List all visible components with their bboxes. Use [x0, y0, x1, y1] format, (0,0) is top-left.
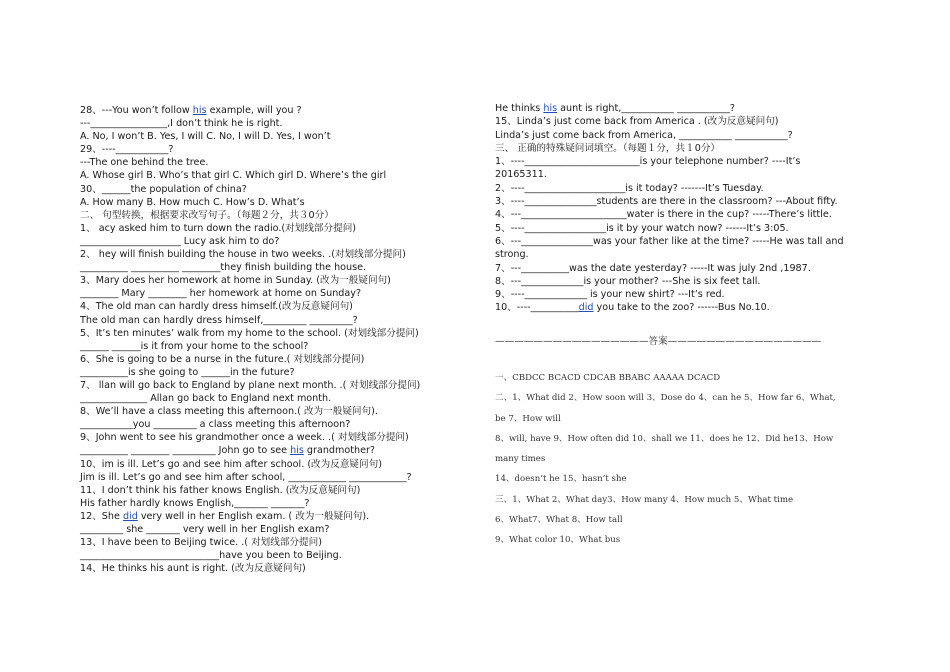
question-line [495, 195, 875, 208]
text-run: __________ __________ ________they finish building the house. [80, 262, 367, 274]
text-run: 11、I don’t think his father knows English. (改为反意疑问句) [80, 484, 361, 496]
question-line [80, 458, 460, 471]
question-line [80, 314, 460, 327]
question-line [80, 169, 460, 182]
question-line [80, 392, 460, 405]
answer-line: 一、CBDCC BCACD CDCAB BBABC AAAAA DCACD [495, 373, 721, 383]
text-run: 4、The old man can hardly dress himself.(改为反意疑问句) [80, 301, 353, 313]
left-column [80, 104, 460, 575]
question-line [495, 248, 875, 261]
text-run: 29、----___________? [80, 144, 174, 156]
answer-line: many times [495, 454, 546, 465]
text-run: 13、I have been to Beijing twice. .( 对划线部分提问) [80, 537, 322, 549]
question-line [80, 183, 460, 196]
question-line [495, 102, 875, 115]
text-run: strong. [495, 249, 529, 261]
text-run: 5、----_________________is it by your watch now? ------It’s 3:05. [495, 222, 789, 234]
text-run: 1、 acy asked him to turn down the radio.(对划线部分提问) [80, 222, 357, 234]
text-run: A. How many B. How much C. How’s D. What’s [80, 196, 305, 208]
question-line [495, 301, 875, 314]
question-line [80, 117, 460, 130]
text-run: ___________you _________ a class meeting this afternoon? [80, 419, 351, 431]
question-line [80, 497, 460, 510]
text-run: grandmother? [303, 445, 376, 457]
question-line [80, 366, 460, 379]
question-line [80, 353, 460, 366]
hyperlink[interactable]: his [290, 445, 304, 457]
text-run: His father hardly knows English,_______ _______? [80, 497, 310, 509]
text-run: 6、She is going to be a nurse in the future.( 对划线部分提问) [80, 353, 365, 365]
answer-line: 三、1、What 2、What day3、How many 4、How much 5、What time [495, 494, 794, 505]
answer-line: be 7、How will [495, 413, 561, 424]
text-run: Linda’s just come back from America, ___________ ___________? [495, 129, 793, 141]
text-run: 8、We’ll have a class meeting this afternoon.( 改为一般疑问句). [80, 406, 378, 418]
text-run: _____________________________have you been to Beijing. [80, 550, 342, 562]
question-line [80, 340, 460, 353]
text-run: very well in her English exam. ( 改为一般疑问句). [137, 510, 370, 522]
question-line [495, 142, 875, 155]
text-run: ---The one behind the tree. [80, 157, 209, 169]
question-line [495, 129, 875, 142]
question-line [80, 274, 460, 287]
question-line [495, 182, 875, 195]
question-line [80, 300, 460, 313]
text-run: ---________________,I don’t think he is right. [80, 118, 283, 130]
hyperlink[interactable]: his [543, 103, 558, 114]
text-run: 14、He thinks his aunt is right. (改为反意疑问句) [80, 563, 306, 575]
text-run: 8、---_____________is your mother? ---She is six feet tall. [495, 275, 761, 287]
answer-line: 二、1、What did 2、How soon will 3、Dose do 4、can he 5、How far 6、What, [495, 393, 836, 404]
text-run: 15、Linda’s just come back from America . (改为反意疑问句) [495, 116, 779, 128]
text-run: 3、Mary does her homework at home in Sunday. (改为一般疑问句) [80, 275, 391, 287]
hyperlink[interactable]: did [578, 302, 594, 314]
hyperlink[interactable]: his [192, 105, 207, 116]
text-run: 9、John went to see his grandmother once a week. .( 对划线部分提问) [80, 432, 409, 444]
question-line [80, 143, 460, 156]
question-line [495, 115, 875, 128]
text-run: aunt is right,___________ ___________? [557, 103, 735, 114]
text-run: 10、im is ill. Let’s go and see him after school. (改为反意疑问句) [80, 458, 382, 470]
question-line [80, 222, 460, 235]
text-run: 三、 正确的特殊疑问词填空。（每题１分，共１0分） [495, 142, 721, 154]
question-line [495, 262, 875, 275]
question-line [495, 275, 875, 288]
text-run: 6、---_______________was your father like at the time? -----He was tall and [495, 235, 844, 247]
question-line [495, 155, 875, 168]
question-line [80, 196, 460, 209]
question-line [80, 549, 460, 562]
text-run: 7、---__________was the date yesterday? -----It was july 2nd ,1987. [495, 262, 811, 274]
text-run: A. No, I won’t B. Yes, I will C. No, I will D. Yes, I won’t [80, 131, 331, 143]
text-run: Jim is ill. Let’s go and see him after school, ____________ ____________? [80, 471, 412, 483]
text-run: you take to the zoo? ------Bus No.10. [593, 302, 770, 314]
question-line [80, 287, 460, 300]
question-line [80, 235, 460, 248]
question-line [80, 431, 460, 444]
text-run: 20165311. [495, 169, 547, 181]
question-line [495, 222, 875, 235]
text-run: 9、----_____________ is your new shirt? ---It’s red. [495, 289, 725, 301]
answer-line: 6、What7、What 8、How tall [495, 515, 623, 526]
question-line [80, 130, 460, 143]
question-line [80, 484, 460, 497]
text-run: 5、It’s ten minutes’ walk from my home to the school. (对划线部分提问) [80, 327, 419, 339]
question-line [80, 261, 460, 274]
text-run: 2、----_____________________is it today? -------It’s Tuesday. [495, 182, 764, 194]
text-run: 28、---You won’t follow [80, 105, 193, 116]
right-column [495, 102, 875, 315]
question-line [80, 418, 460, 431]
text-run: 10、----__________ [495, 302, 579, 314]
question-line [80, 510, 460, 523]
text-run: 1、----________________________is your telephone number? ----It’s [495, 156, 801, 168]
question-line [495, 288, 875, 301]
question-line [80, 209, 460, 222]
text-run: example, will you ? [206, 105, 302, 116]
question-line [80, 471, 460, 484]
text-run: 二、 句型转换，根据要求改写句子。（每题２分，共３0分） [80, 209, 334, 221]
question-line [80, 536, 460, 549]
text-run: 30、______the population of china? [80, 183, 247, 195]
question-line [80, 405, 460, 418]
question-line [80, 104, 460, 117]
question-line [495, 208, 875, 221]
text-run: _________ she _______ very well in her English exam? [80, 524, 330, 535]
question-line [80, 562, 460, 575]
text-run: 7、 llan will go back to England by plane next month. .( 对划线部分提问) [80, 379, 421, 391]
text-run: _____________________ Lucy ask him to do? [80, 235, 280, 247]
question-line [495, 168, 875, 181]
text-run: 3、----_______________students are there in the classroom? ---About fifty. [495, 196, 838, 208]
text-run: A. Whose girl B. Who’s that girl C. Which girl D. Where’s the girl [80, 170, 387, 182]
text-run: He thinks [495, 103, 544, 114]
answer-line: 14、doesn’t he 15、hasn’t she [495, 474, 627, 485]
question-line [80, 523, 460, 536]
text-run: ______ ______is it from your home to the school? [80, 340, 309, 352]
answer-divider: ————————————————答案———————————————— [495, 336, 822, 347]
question-line [80, 379, 460, 392]
text-run: 4、---______________________water is there in the cup? -----There’s little. [495, 209, 832, 221]
question-line [80, 444, 460, 457]
text-run: __________ ________ _________ John go to see [80, 445, 291, 457]
text-run: The old man can hardly dress himself,_________ _________? [80, 314, 358, 326]
question-line [80, 248, 460, 261]
answer-line: 8、will, have 9、How often did 10、shall we 11、does he 12、Did he13、How [495, 433, 834, 444]
text-run: __________is she going to ______in the future? [80, 366, 295, 378]
question-line [495, 235, 875, 248]
hyperlink[interactable]: did [122, 510, 138, 522]
text-run: ______________ Allan go back to England next month. [80, 393, 332, 405]
question-line [80, 327, 460, 340]
text-run: 2、 hey will finish building the house in two weeks. .(对划线部分提问) [80, 249, 406, 261]
text-run: 12、She [80, 510, 123, 522]
question-line [80, 156, 460, 169]
answer-line: 9、What color 10、What bus [495, 535, 621, 546]
answer-key [495, 368, 875, 551]
text-run: ________ Mary ________ her homework at home on Sunday? [80, 288, 362, 300]
